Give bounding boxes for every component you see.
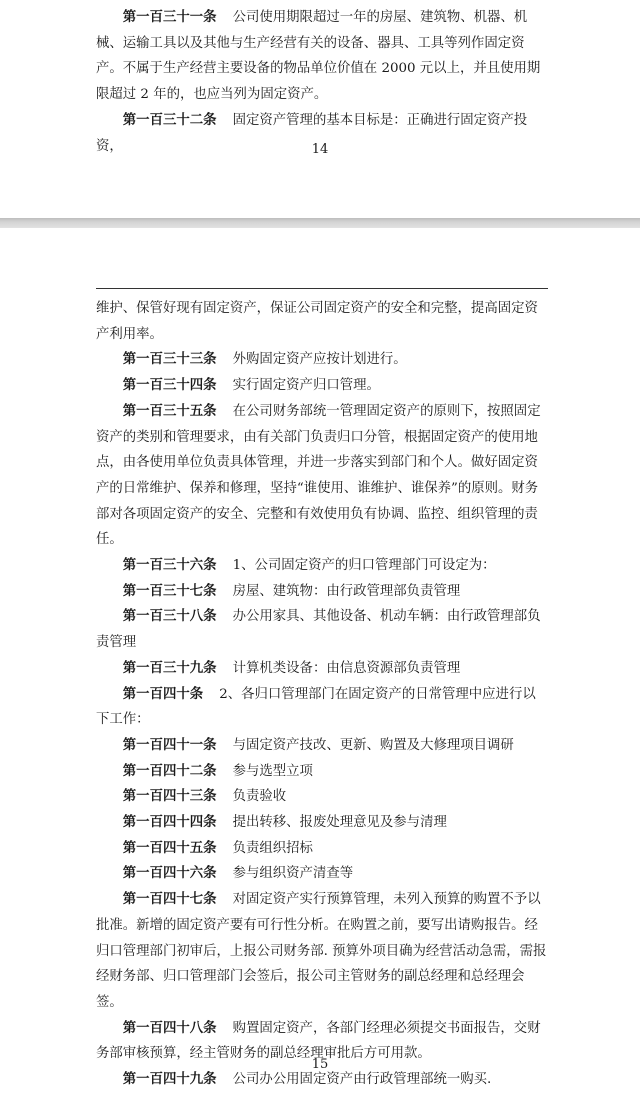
- page-number: 14: [311, 142, 329, 157]
- page-number: 15: [311, 1057, 329, 1072]
- article-paragraph: [96, 553, 548, 579]
- article-text: 提出转移、报废处理意见及参与清理: [232, 815, 447, 831]
- article-number: 第一百三十四条: [122, 377, 217, 394]
- article-paragraph: [96, 836, 548, 862]
- article-number: 第一百四十一条: [122, 736, 217, 753]
- article-paragraph: [96, 682, 548, 733]
- article-number: 第一百四十八条: [122, 1019, 217, 1036]
- article-number: 第一百三十九条: [122, 659, 217, 676]
- article-text: 参与选型立项: [232, 763, 313, 779]
- article-number: 第一百三十五条: [122, 402, 217, 419]
- article-number: 第一百三十一条: [122, 9, 217, 25]
- article-text: 2、各归口管理部门在固定资产的日常管理中应进行以下工作：: [96, 686, 536, 728]
- article-text: 与固定资产技改、更新、购置及大修理项目调研: [232, 737, 514, 753]
- article-number: 第一百四十三条: [122, 788, 217, 805]
- article-number: 第一百四十二条: [122, 762, 217, 779]
- article-number: 第一百四十条: [122, 685, 204, 702]
- article-text: 实行固定资产归口管理。: [232, 378, 380, 394]
- article-number: 第一百四十六条: [122, 865, 217, 882]
- article-text: 公司使用期限超过一年的房屋、建筑物、机器、机械、运输工具以及其他与生产经营有关的设备、器具、工具等列作固定资产。不属于生产经营主要设备的物品单位价值在 2000 元以上，并且使用期限超过 2 年的，也应当列为固定资产。: [96, 10, 541, 103]
- article-paragraph: [96, 399, 548, 553]
- article-number: 第一百四十七条: [122, 891, 217, 908]
- page-body: [96, 296, 548, 1093]
- article-text: 在公司财务部统一管理固定资产的原则下，按照固定资产的类别和管理要求，由有关部门负责归口分管，根据固定资产的使用地点，由各使用单位负责具体管理，并进一步落实到部门和个人。做好固定资产的日常维护、保养和修理，坚持“谁使用、谁维护、谁保养”的原则。财务部对各项固定资产的安全、完整和有效使用负有协调、监控、组织管理的责任。: [96, 403, 541, 548]
- article-paragraph: [96, 784, 548, 810]
- article-text: 对固定资产实行预算管理，未列入预算的购置不予以批准。新增的固定资产要有可行性分析。在购置之前，要写出请购报告。经归口管理部门初审后，上报公司财务部. 预算外项目确为经营活动急需，需报经财务部、归口管理部门会签后，报公司主管财务的副总经理和总经理会签。: [96, 892, 547, 1010]
- article-number: 第一百三十二条: [122, 111, 217, 128]
- article-paragraph: [96, 604, 548, 655]
- article-paragraph: [96, 887, 548, 1016]
- article-text: 负责验收: [232, 789, 287, 805]
- article-text: 1、公司固定资产的归口管理部门可设定为：: [232, 558, 496, 574]
- article-text: 购置固定资产，各部门经理必须提交书面报告，交财务部审核预算，经主管财务的副总经理审批后方可用款。: [96, 1020, 541, 1062]
- article-text: 固定资产管理的基本目标是：正确进行固定资产投资，: [96, 112, 528, 154]
- article-paragraph: [96, 656, 548, 682]
- article-number: 第一百三十三条: [122, 351, 217, 368]
- article-number: 第一百四十四条: [122, 814, 217, 831]
- article-number: 第一百四十五条: [122, 839, 217, 856]
- header-rule: [96, 288, 548, 289]
- article-text: 参与组织资产清查等: [232, 866, 354, 882]
- article-paragraph: [96, 373, 548, 399]
- page-body: [96, 5, 548, 159]
- page-separator: [0, 218, 640, 228]
- article-text: 负责组织招标: [232, 840, 313, 856]
- continuation-paragraph: 维护、保管好现有固定资产，保证公司固定资产的安全和完整，提高固定资产利用率。: [96, 301, 538, 342]
- article-paragraph: [96, 733, 548, 759]
- article-text: 办公用家具、其他设备、机动车辆：由行政管理部负责管理: [96, 609, 541, 651]
- article-text: 公司办公用固定资产由行政管理部统一购买.: [232, 1072, 492, 1088]
- article-paragraph: [96, 810, 548, 836]
- document-page-15: [0, 228, 640, 1095]
- document-page-14: [0, 0, 640, 218]
- article-paragraph: [96, 347, 548, 373]
- article-paragraph: [96, 579, 548, 605]
- article-paragraph: [96, 5, 548, 108]
- article-paragraph: [96, 861, 548, 887]
- article-number: 第一百三十八条: [122, 608, 217, 625]
- article-number: 第一百四十九条: [122, 1071, 217, 1088]
- article-text: 计算机类设备：由信息资源部负责管理: [232, 660, 461, 676]
- article-number: 第一百三十七条: [122, 582, 217, 599]
- article-text: 外购固定资产应按计划进行。: [232, 352, 407, 368]
- article-paragraph: [96, 759, 548, 785]
- article-text: 房屋、建筑物：由行政管理部负责管理: [232, 583, 461, 599]
- article-number: 第一百三十六条: [122, 557, 217, 574]
